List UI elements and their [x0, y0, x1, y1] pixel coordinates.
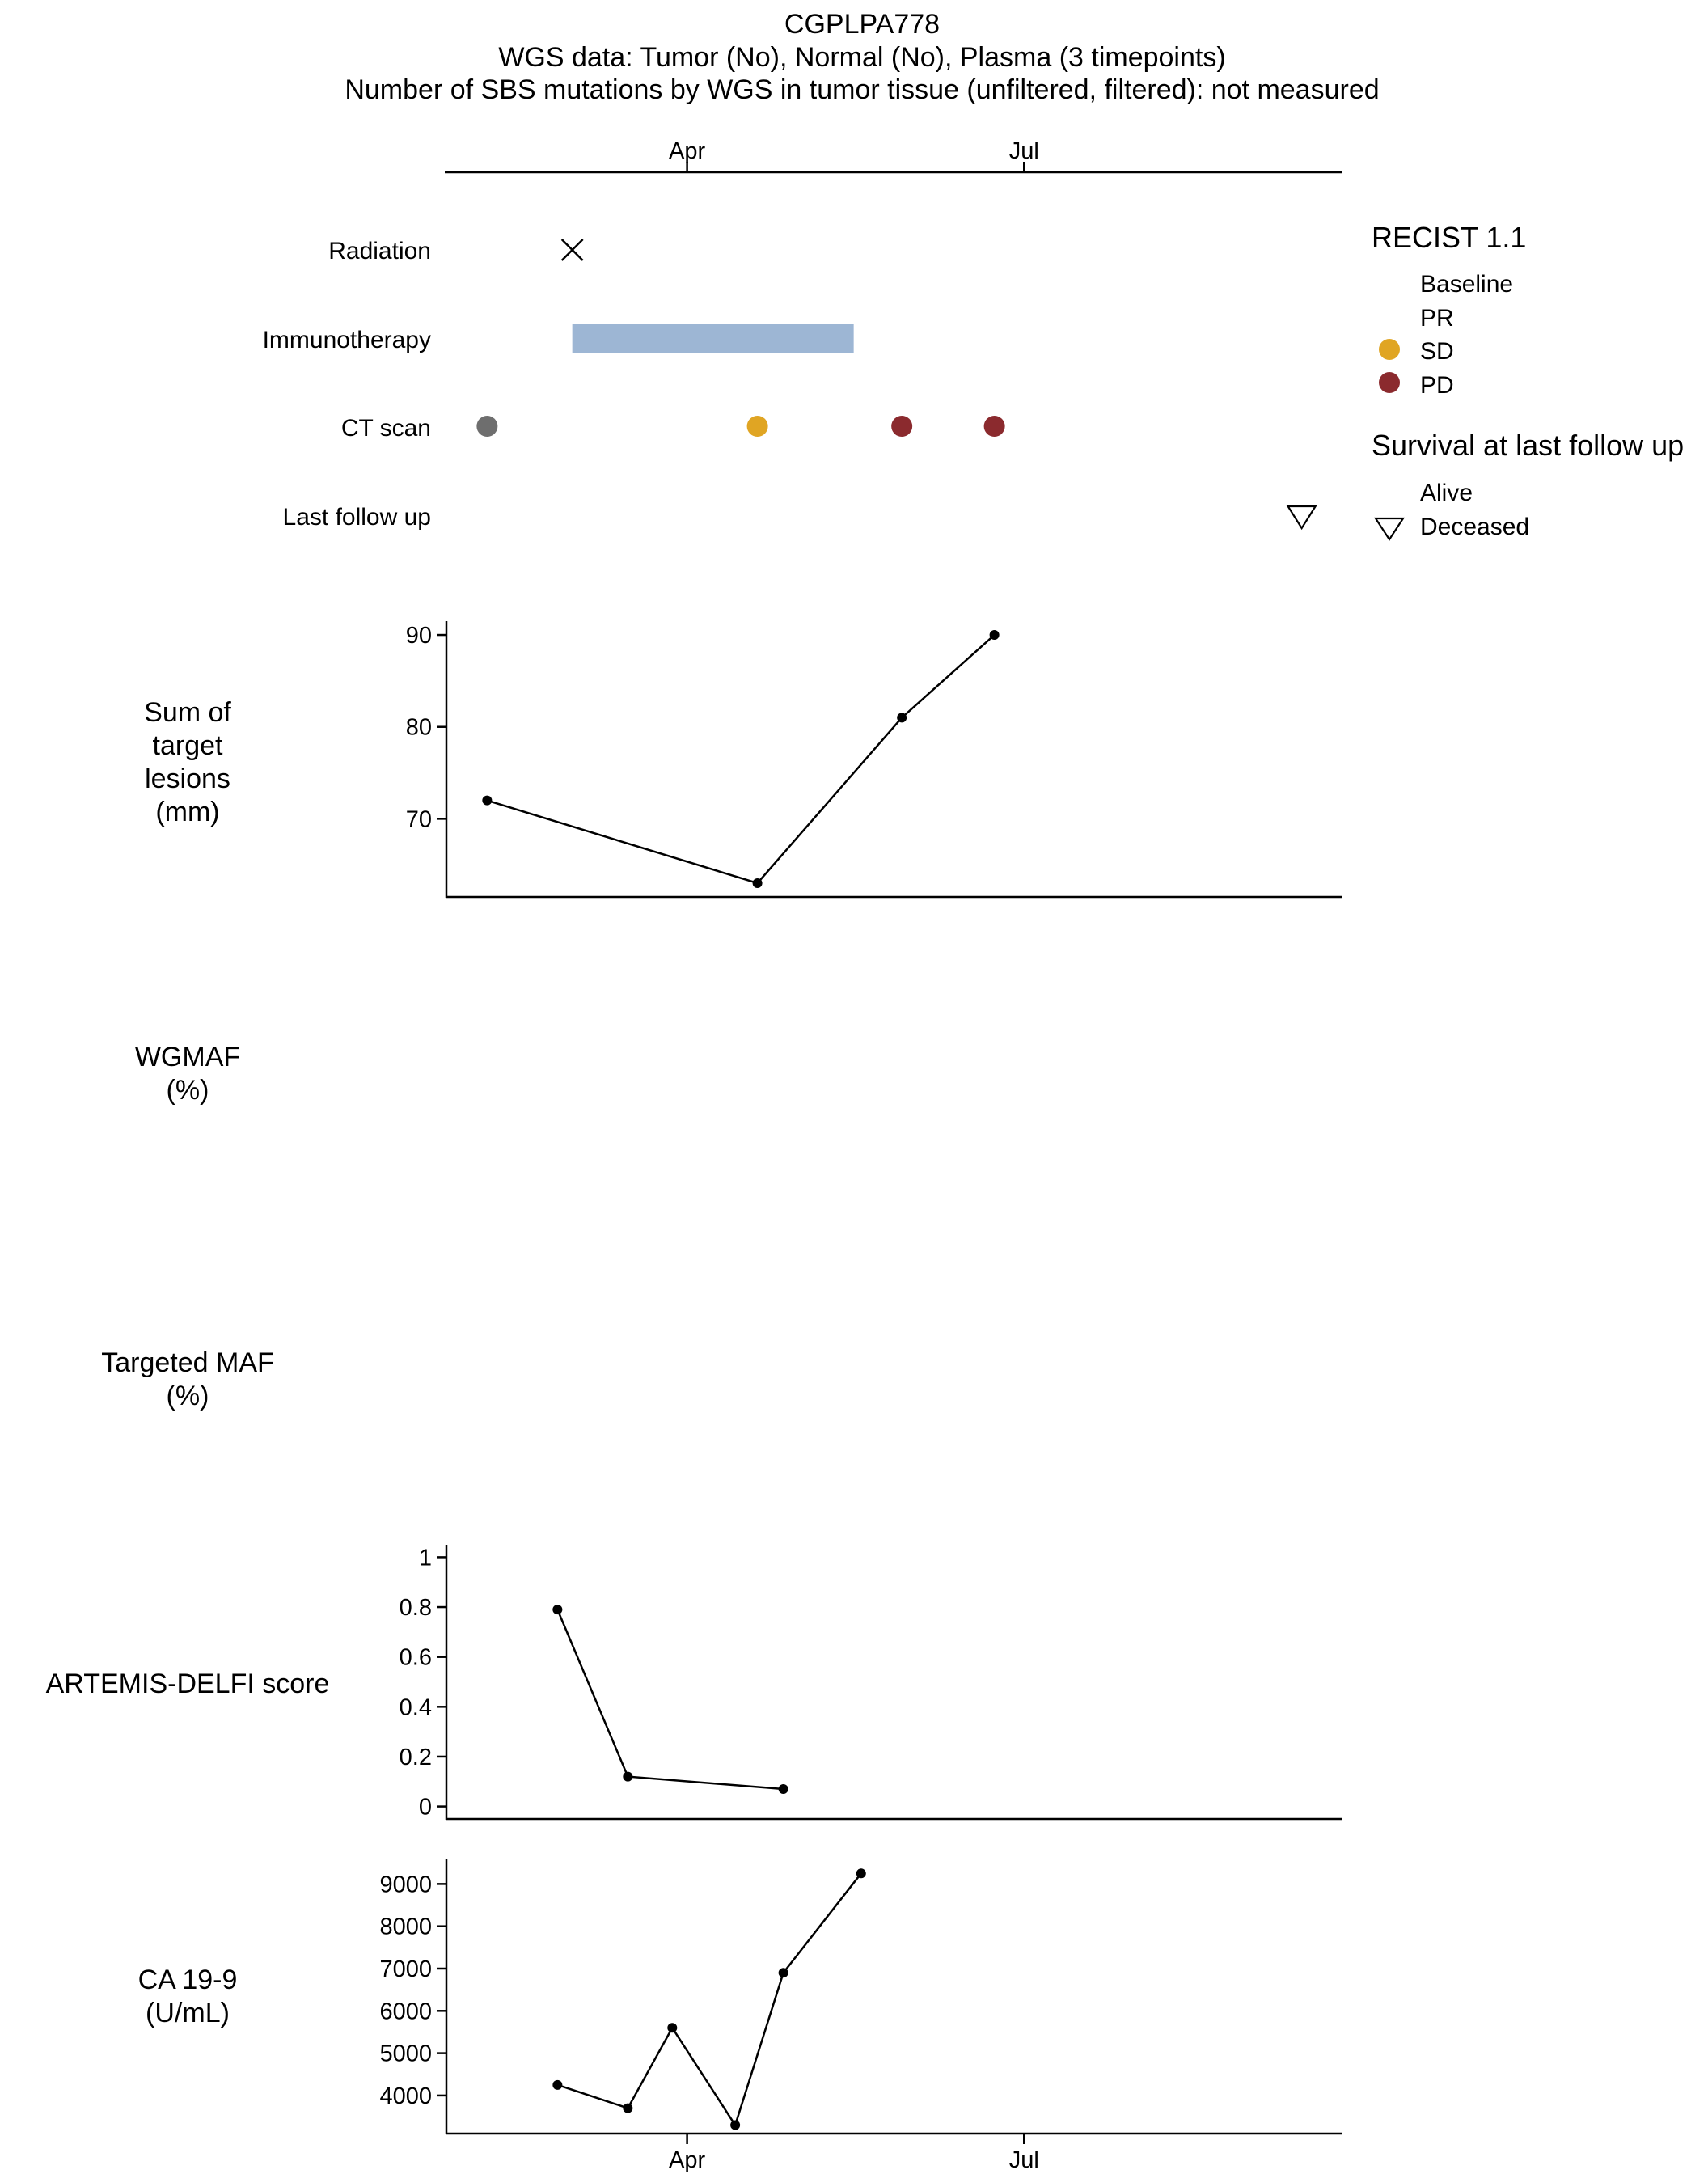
series-ca19-9	[552, 1868, 865, 2130]
legend-survival	[1372, 429, 1684, 540]
legend-recist	[1372, 221, 1526, 399]
ylabel-line: target	[152, 730, 223, 761]
title-wgs-data: WGS data: Tumor (No), Normal (No), Plasma (3 timepoints)	[498, 42, 1226, 73]
y-ticks	[406, 623, 446, 832]
ylabel-line: (%)	[166, 1075, 209, 1106]
ct-scan-point	[891, 416, 912, 437]
legend-item-pd: PD	[1420, 372, 1454, 399]
y-tick-label: 1	[418, 1545, 432, 1571]
y-tick-label: 0	[418, 1794, 432, 1821]
series-target-lesions	[482, 630, 999, 888]
ylabel-line: (mm)	[155, 797, 220, 827]
series-line	[557, 1873, 860, 2125]
series-artemis-delfi	[552, 1605, 788, 1794]
y-tick-label: 0.8	[399, 1595, 432, 1622]
row-label-last-follow-up: Last follow up	[282, 504, 431, 531]
ylabel-target-lesions	[144, 697, 231, 827]
bottom-axis-label-jul: Jul	[1008, 2147, 1039, 2173]
y-tick-label: 0.4	[399, 1694, 432, 1721]
row-label-immunotherapy: Immunotherapy	[262, 327, 431, 353]
y-tick-label: 80	[405, 714, 432, 741]
title-patient-id: CGPLPA778	[784, 9, 941, 40]
data-point	[856, 1868, 866, 1878]
ct-scan-point	[984, 416, 1005, 437]
ylabel-line: CA 19-9	[137, 1965, 238, 1995]
panel-ca19-9	[138, 1859, 1342, 2173]
data-point	[623, 2104, 632, 2113]
figure-title	[345, 9, 1379, 105]
panel-target-lesions	[144, 621, 1342, 898]
y-tick-label: 90	[405, 623, 432, 649]
timeline-panel	[263, 238, 1316, 531]
ylabel-line: lesions	[145, 763, 230, 794]
data-point	[779, 1968, 788, 1977]
data-point	[990, 630, 1000, 640]
data-point	[667, 2023, 677, 2032]
radiation-mark	[562, 239, 583, 260]
y-ticks	[400, 1545, 446, 1820]
ylabel-ca19-9	[138, 1965, 238, 2028]
y-tick-label: 70	[405, 806, 432, 833]
bottom-axis-label-apr: Apr	[669, 2147, 706, 2173]
y-tick-label: 9000	[379, 1872, 432, 1898]
panel-wgmaf	[135, 1042, 240, 1106]
data-point	[552, 1605, 562, 1614]
legend-recist-title: RECIST 1.1	[1372, 221, 1527, 254]
data-point	[623, 1772, 632, 1782]
timeline-marks	[476, 239, 1315, 528]
data-point	[730, 2121, 740, 2130]
legend-item-deceased: Deceased	[1420, 514, 1530, 540]
ylabel-line: Targeted MAF	[101, 1347, 274, 1378]
ct-scan-point	[476, 416, 497, 437]
legend-survival-title: Survival at last follow up	[1372, 429, 1685, 462]
data-point	[897, 713, 907, 722]
y-ticks	[379, 1872, 446, 2109]
series-line	[557, 1609, 783, 1789]
y-tick-label: 4000	[379, 2083, 432, 2109]
top-time-axis	[445, 138, 1342, 172]
legend-pd-swatch	[1379, 372, 1400, 393]
legend-item-alive: Alive	[1420, 480, 1473, 506]
ylabel-line: WGMAF	[134, 1042, 241, 1072]
y-tick-label: 7000	[379, 1956, 432, 1982]
data-point	[753, 878, 763, 888]
row-label-ct-scan: CT scan	[340, 415, 431, 442]
ylabel-line: (U/mL)	[146, 1998, 230, 2028]
ylabel-artemis-delfi: ARTEMIS-DELFI score	[45, 1669, 330, 1699]
data-point	[779, 1784, 788, 1794]
legend-item-sd: SD	[1420, 338, 1454, 365]
ylabel-line: Sum of	[144, 697, 231, 728]
immunotherapy-bar	[573, 324, 854, 353]
y-tick-label: 0.2	[399, 1744, 432, 1770]
series-line	[487, 635, 994, 883]
panel-targeted-maf	[101, 1347, 274, 1411]
ylabel-line: (%)	[166, 1381, 209, 1411]
data-point	[552, 2080, 562, 2090]
row-label-radiation: Radiation	[328, 238, 431, 264]
last-follow-up-deceased-mark	[1288, 506, 1316, 528]
y-tick-label: 5000	[379, 2041, 432, 2067]
triangle-down-icon	[1376, 518, 1403, 539]
y-tick-label: 8000	[379, 1914, 432, 1940]
legend-item-pr: PR	[1420, 305, 1454, 332]
top-axis-label-jul: Jul	[1008, 138, 1039, 164]
y-tick-label: 0.6	[399, 1644, 432, 1671]
ct-scan-point	[747, 416, 768, 437]
title-sbs-mutations: Number of SBS mutations by WGS in tumor tissue (unfiltered, filtered): not measured	[345, 74, 1380, 105]
legend-item-baseline: Baseline	[1420, 271, 1514, 298]
panel-artemis-delfi	[46, 1545, 1342, 1821]
data-point	[482, 796, 492, 806]
y-tick-label: 6000	[379, 1998, 432, 2025]
top-axis-label-apr: Apr	[669, 138, 706, 164]
legend-sd-swatch	[1379, 339, 1400, 360]
